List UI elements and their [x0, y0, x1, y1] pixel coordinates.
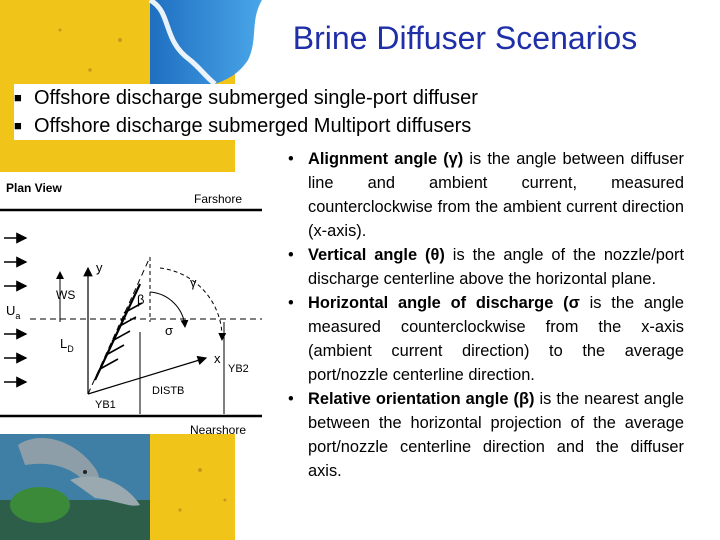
bullet-dot-icon: •	[288, 150, 294, 168]
definition-item	[288, 291, 684, 387]
bullet-dot-icon: •	[288, 246, 294, 264]
dolphin-photo	[0, 430, 150, 540]
plan-view-label: Plan View	[6, 181, 62, 195]
square-bullet-icon: ■	[14, 90, 22, 105]
gamma-label: γ	[190, 275, 197, 290]
definition-text: is the nearest angle between the horizontal projection of the average port/nozzle centerline direction and the diffuser axis.	[308, 390, 684, 480]
x-axis-label: x	[214, 351, 221, 366]
definition-term: Vertical angle (θ)	[308, 246, 445, 264]
bullet-dot-icon: •	[288, 294, 294, 312]
definition-text: is the angle of the nozzle/port discharge centerline above the horizontal plane.	[308, 246, 684, 288]
farshore-label: Farshore	[194, 192, 243, 206]
definition-item	[288, 387, 684, 483]
y-axis-label: y	[96, 260, 103, 275]
scenario-text: Offshore discharge submerged single-port diffuser	[34, 87, 478, 109]
ocean-strip	[150, 0, 262, 84]
ld-label: $L_D$	[60, 336, 74, 354]
distb-label: DISTB	[152, 385, 185, 397]
scenario-text: Offshore discharge submerged Multiport diffusers	[34, 115, 472, 137]
definition-term: Relative orientation angle (β)	[308, 390, 535, 408]
page-title: Brine Diffuser Scenarios	[292, 20, 638, 56]
definition-term: Horizontal angle of discharge (σ	[308, 294, 580, 312]
scenario-item	[14, 112, 614, 140]
scenario-list	[14, 84, 614, 140]
nearshore-label: Nearshore	[190, 423, 247, 437]
ua-label: $U_a$	[6, 303, 21, 321]
definition-text: is the angle between diffuser line and ambient current, measured counterclockwise from the ambient current direction (x-axis).	[308, 150, 685, 240]
definition-term: Alignment angle (γ)	[308, 150, 464, 168]
definition-item	[288, 243, 684, 291]
scenario-item	[14, 84, 614, 112]
ws-label: WS	[56, 288, 76, 302]
sigma-label: σ	[165, 323, 174, 338]
yb1-label: YB1	[95, 399, 116, 411]
bullet-dot-icon: •	[288, 390, 294, 408]
definition-text: is the angle measured counterclockwise from the x-axis (ambient current direction) to the average port/nozzle centerline direction.	[308, 294, 685, 384]
beta-label: β	[137, 292, 145, 307]
definition-item	[288, 147, 684, 243]
definitions-list	[288, 147, 684, 483]
yb2-label: YB2	[228, 363, 249, 375]
plan-view-diagram	[0, 172, 270, 442]
square-bullet-icon: ■	[14, 118, 22, 133]
